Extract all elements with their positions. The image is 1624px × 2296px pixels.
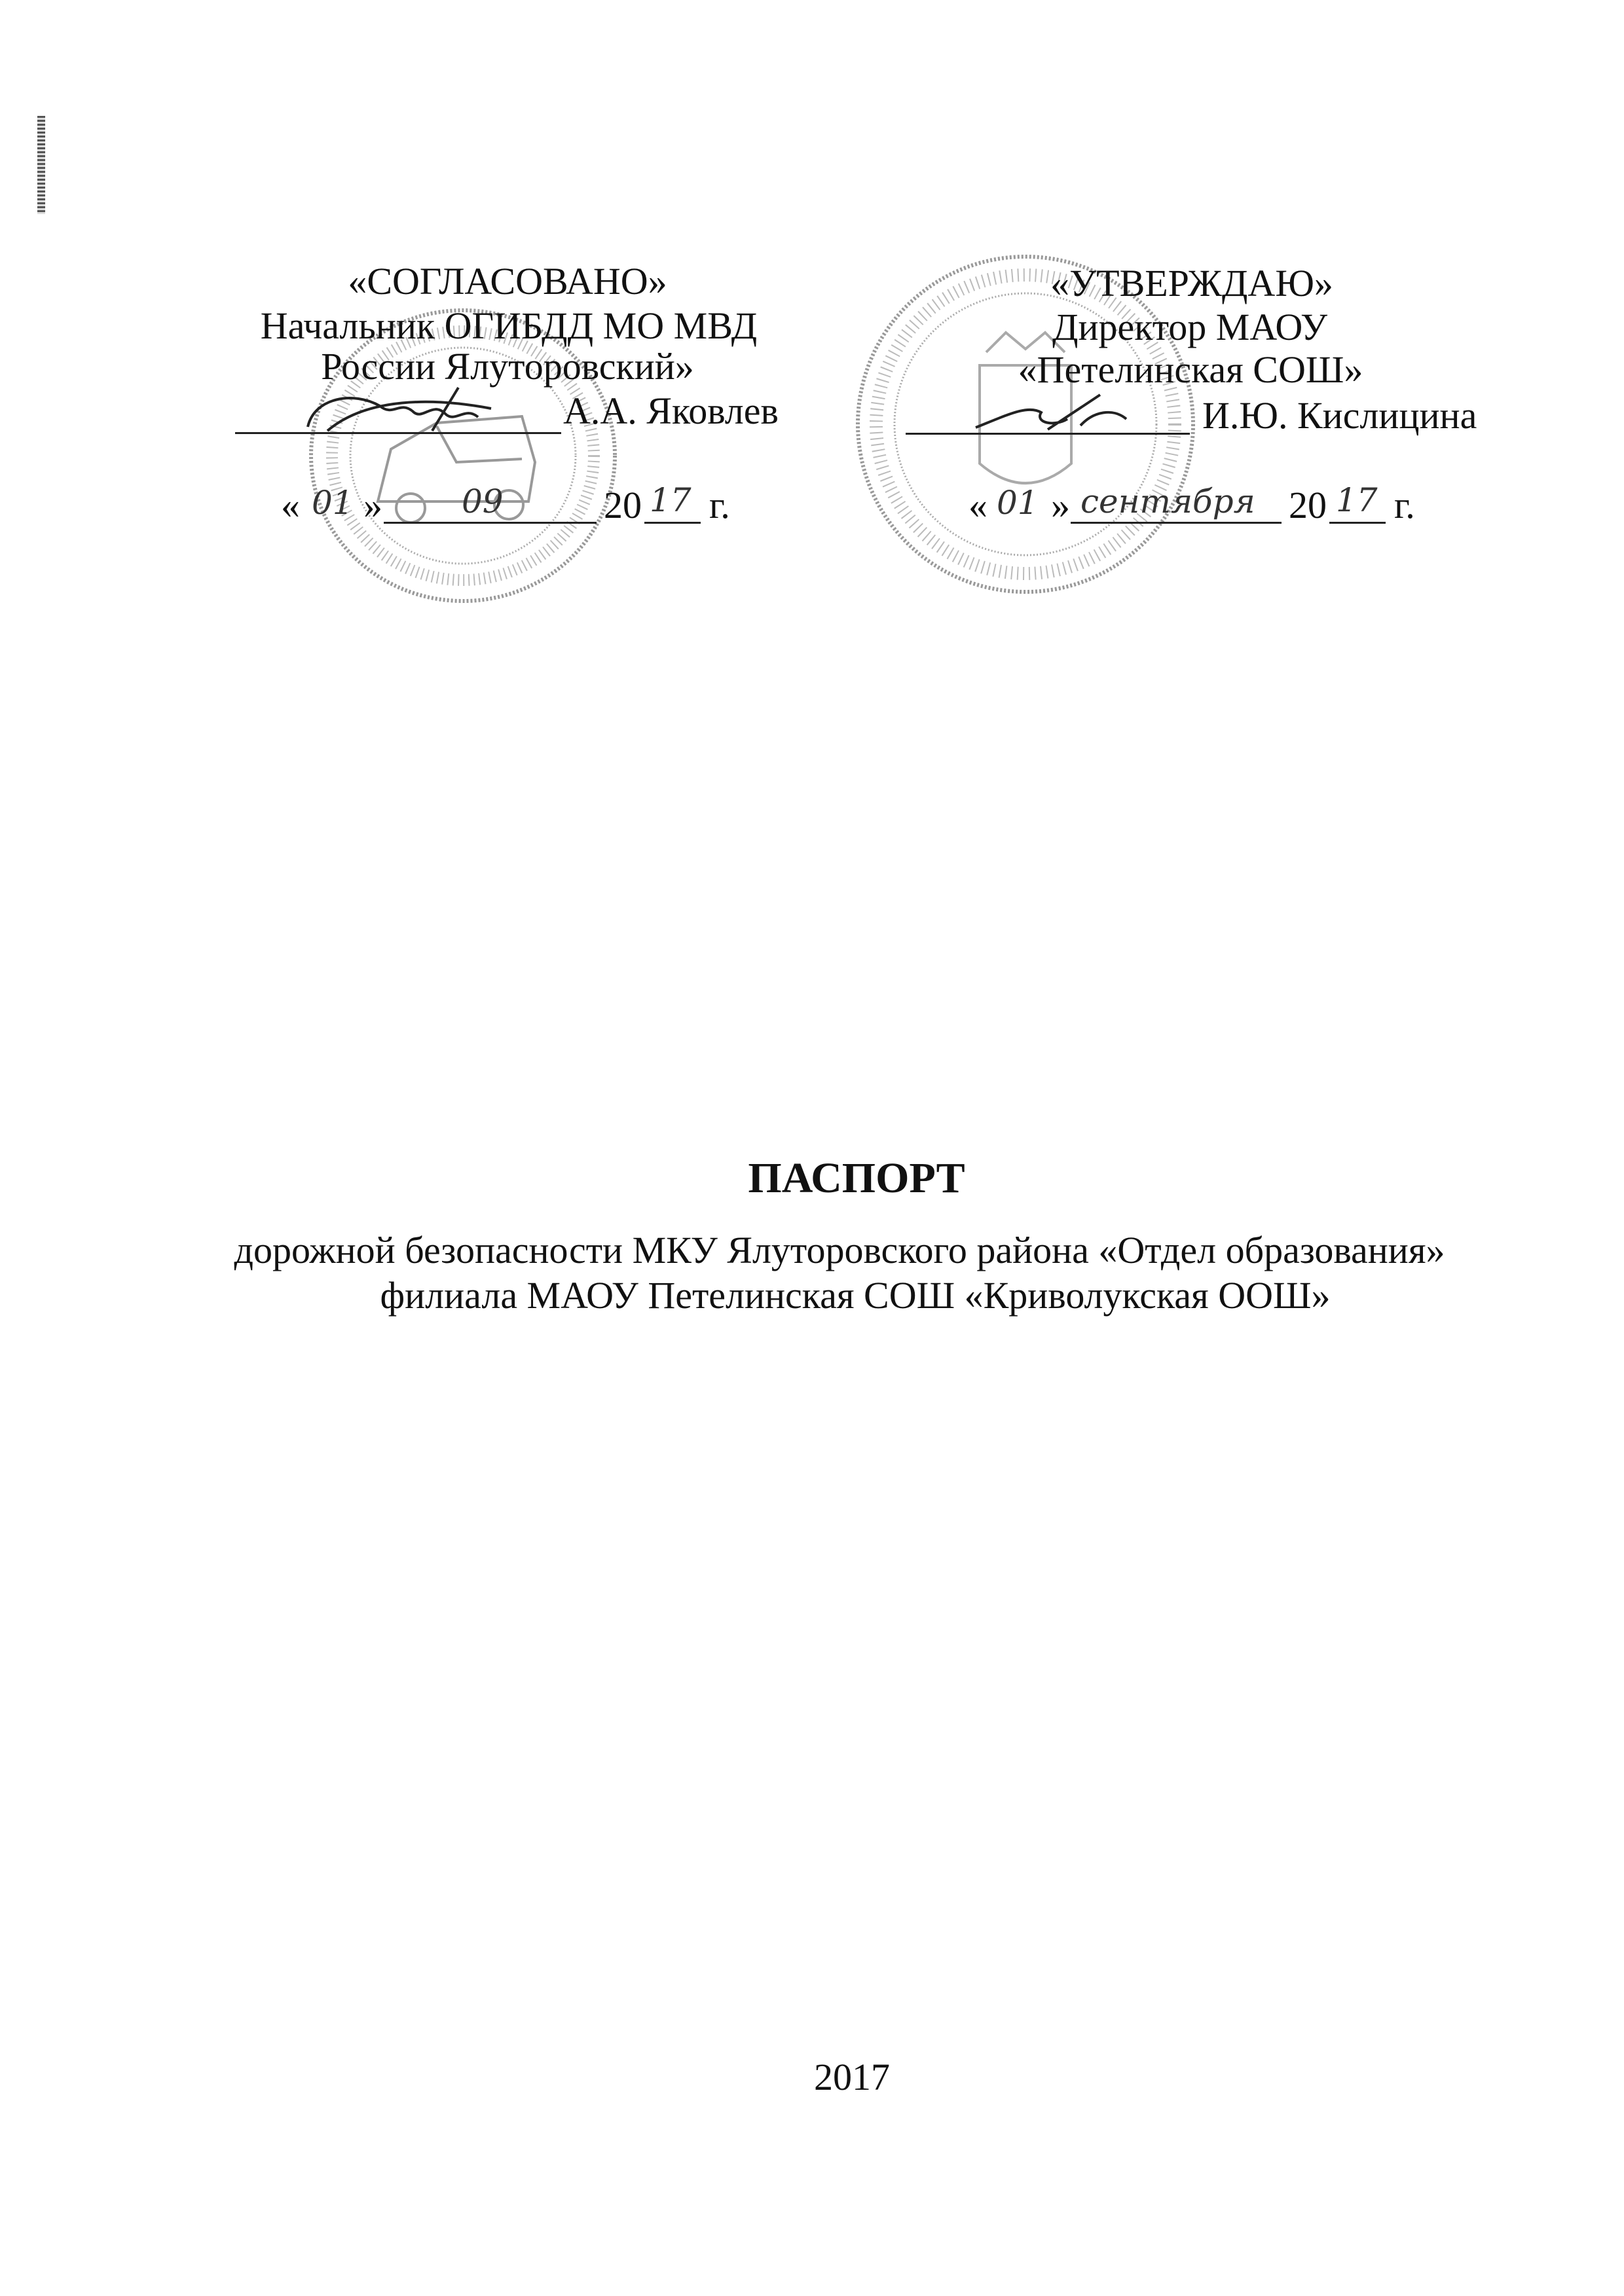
approval-left-heading: «СОГЛАСОВАНО»: [348, 260, 667, 302]
year-prefix: 20: [604, 484, 642, 526]
handwritten-month: сентября: [1080, 483, 1255, 520]
signature-left: [301, 388, 498, 433]
handwritten-day: 01: [997, 484, 1039, 522]
handwritten-year: 17: [1336, 481, 1378, 519]
month-line: [1071, 522, 1282, 524]
approval-right-signatory: И.Ю. Кислицина: [1202, 394, 1477, 437]
date-close-quote: »: [1051, 484, 1070, 526]
approval-left-position-2: России Ялуторовский»: [321, 345, 694, 388]
year-suffix: г.: [709, 484, 730, 526]
year-line: [1329, 522, 1386, 524]
approval-left-signatory: А.А. Яковлев: [563, 390, 779, 432]
date-open-quote: «: [969, 484, 987, 526]
year-line: [644, 522, 701, 524]
handwritten-year: 17: [650, 481, 692, 519]
date-close-quote: »: [363, 484, 382, 526]
year-prefix: 20: [1289, 484, 1327, 526]
document-title: ПАСПОРТ: [748, 1154, 965, 1202]
signature-right: [969, 392, 1139, 431]
year-suffix: г.: [1394, 484, 1415, 526]
approval-right-heading: «УТВЕРЖДАЮ»: [1050, 262, 1333, 304]
approval-right-position-2: «Петелинская СОШ»: [1018, 348, 1363, 391]
handwritten-month: 09: [462, 483, 504, 520]
document-year: 2017: [814, 2056, 890, 2098]
date-open-quote: «: [281, 484, 300, 526]
document-subtitle-line-2: филиала МАОУ Петелинская СОШ «Криволукская ООШ»: [380, 1274, 1331, 1317]
scan-artifact: [37, 116, 45, 214]
document-subtitle-line-1: дорожной безопасности МКУ Ялуторовского района «Отдел образования»: [234, 1229, 1445, 1271]
approval-left-position: Начальник ОГИБДД МО МВД: [260, 304, 758, 347]
handwritten-day: 01: [312, 484, 354, 522]
signature-line: [906, 433, 1190, 435]
approval-right-position: Директор МАОУ: [1052, 306, 1328, 348]
month-line: [384, 522, 597, 524]
